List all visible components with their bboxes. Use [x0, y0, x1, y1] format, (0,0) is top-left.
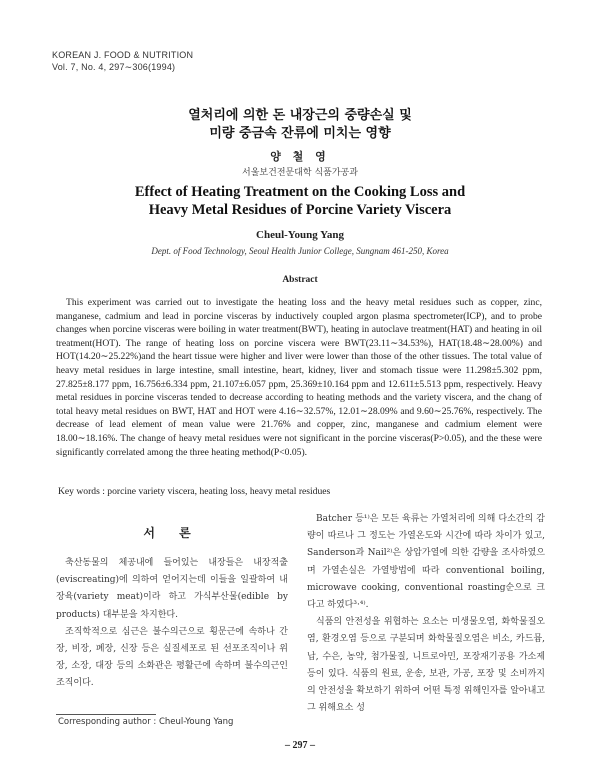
english-author: Cheul-Young Yang	[256, 229, 344, 241]
korean-title-line1: 열처리에 의한 돈 내장근의 중량손실 및	[188, 108, 412, 123]
left-column	[56, 555, 288, 693]
section-heading-introduction: 서 론	[143, 526, 201, 540]
page-number: – 297 –	[285, 740, 315, 751]
abstract-body	[56, 296, 542, 459]
right-paragraph-1: Batcher 등¹⁾은 모든 육류는 가열처리에 의해 다소간의 감량이 따르나 그 정도는 가열온도와 시간에 따라 차이가 있고, Sanderson과 Nail²⁾은 상압가열에 의한 감량을 조사하였으며 가열손실은 가열방법에 따라 conventional boiling, microwave cooking, conventional roasting순으로 크다고 하였다³·⁴⁾.	[307, 514, 545, 611]
journal-header	[52, 49, 193, 73]
keywords: Key words : porcine variety viscera, heating loss, heavy metal residues	[58, 486, 331, 497]
english-affiliation: Dept. of Food Technology, Seoul Health Junior College, Sungnam 461-250, Korea	[151, 246, 449, 256]
english-title-line1: Effect of Heating Treatment on the Cooking Loss and	[134, 184, 466, 200]
right-column	[307, 511, 545, 717]
footnote-corresponding-author: Corresponding author : Cheul-Young Yang	[58, 717, 234, 727]
footnote-rule	[56, 714, 156, 715]
english-title-line2: Heavy Metal Residues of Porcine Variety Viscera	[148, 202, 452, 218]
right-paragraph-2: 식품의 안전성을 위협하는 요소는 미생물오염, 화학물질오염, 환경오염 등으로 구분되며 화학물질오염은 비소, 카드뮴, 납, 수은, 농약, 첨가물질, 니트로아민, 포장재기공용 가소제 등이 있다. 식품의 원료, 운송, 보관, 가공, 포장 및 소비까지의 안전성을 확보하기 위하여 어떤 특정 위해인자를 알아내고 그 위해요소 성	[307, 617, 545, 714]
abstract-text: This experiment was carried out to investigate the heating loss and the heavy metal residues such as copper, zinc, manganese, cadmium and lead in porcine visceras by inductively coupled argon plasma spectrometer(ICP), and to probe changes when porcine visceras were boiling in water treatment(BWT), heating in autoclave treatment(HAT) and heating in oil treatment(HOT). The range of heating loss on porcine viscera were BWT(23.11∼34.53%), HAT(18.48∼28.00%) and HOT(14.20∼25.22%)and the heart tissue were higher and liver were lower than those of the other tissues. The total value of heavy metal residues in large intestine, small intestine, heart, kidney, liver and stomach tissue were 11.298±5.302 ppm, 27.825±8.177 ppm, 16.756±6.334 ppm, 21.107±6.057 ppm, 25.369±10.164 ppm and 12.611±5.513 ppm, respectively. Heavy metal residues in porcine visceras tended to decrease according to heating methods and the variety viscera, and the chang of total heavy metal residues on BWT, HAT and HOT were 4.16∼32.57%, 12.01∼28.09% and 9.60∼25.76%, respectively. The decrease of lead element of mean value were 21.76% and copper, zinc, manganese and cadmium element were 18.00∼18.16%. The change of heavy metal residues were not significant in the porcine visceras(P>0.05), and the these were significantly correlated among the three heating method(P<0.05).	[56, 297, 542, 458]
left-paragraph-1: 축산동물의 체공내에 들어있는 내장들은 내장적출(eviscreating)에 의하여 얻어지는데 이들을 일괄하여 내장육(variety meat)이라 하고 가식부산물(edible by products) 대부분을 차지한다.	[56, 558, 288, 620]
korean-affiliation: 서울보건전문대학 식품가공과	[242, 168, 358, 178]
abstract-heading: Abstract	[282, 275, 318, 285]
korean-author: 양 철 영	[270, 150, 330, 163]
korean-title-line2: 미량 중금속 잔류에 미치는 영향	[209, 126, 391, 141]
journal-name: KOREAN J. FOOD & NUTRITION	[52, 50, 194, 60]
left-paragraph-2: 조직학적으로 심근은 불수의근으로 횡문근에 속하나 간장, 비장, 폐장, 신장 등은 실질세포로 된 선포조직이나 위장, 소장, 대장 등의 소화관은 평활근에 속하며 불수의근인 조직이다.	[56, 626, 288, 689]
journal-volume: Vol. 7, No. 4, 297∼306(1994)	[52, 62, 176, 72]
